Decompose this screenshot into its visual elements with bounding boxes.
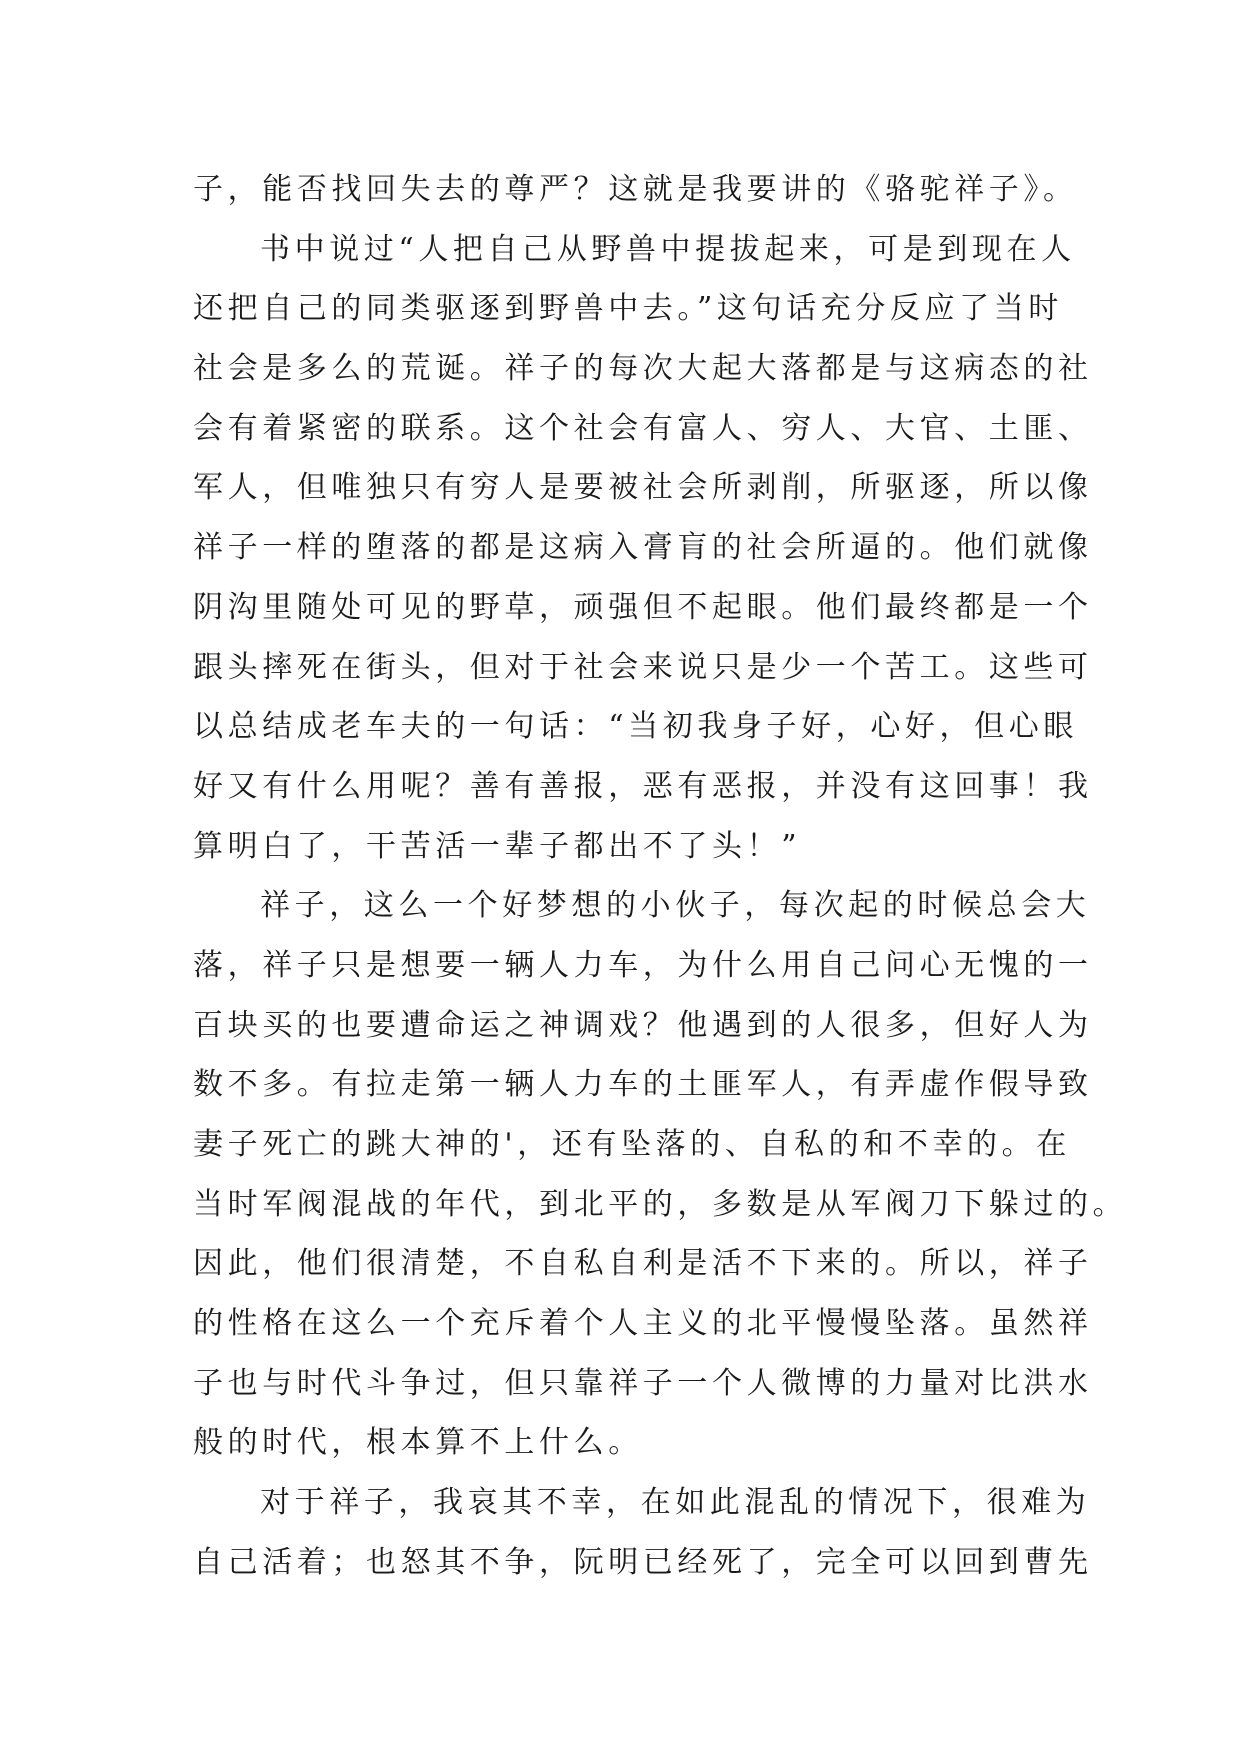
text-line: 数不多。有拉走第一辆人力车的土匪军人，有弄虚作假导致 — [193, 1067, 1093, 1103]
text-line: 百块买的也要遭命运之神调戏？他遇到的人很多，但好人为 — [193, 1007, 1093, 1043]
text-line: 妻子死亡的跳大神的'，还有坠落的、自私的和不幸的。在 — [193, 1127, 1071, 1162]
text-line: 以总结成老车夫的一句话：“当初我身子好，心好，但心眼 — [193, 709, 1078, 745]
body-text — [193, 160, 1128, 1593]
text-line: 阴沟里随处可见的野草，顽强但不起眼。他们最终都是一个 — [193, 589, 1093, 625]
text-line: 好又有什么用呢？善有善报，恶有恶报，并没有这回事！我 — [193, 768, 1093, 804]
text-line: 社会是多么的荒诞。祥子的每次大起大落都是与这病态的社 — [193, 351, 1093, 387]
text-line: 书中说过“人把自己从野兽中提拔起来，可是到现在人 — [260, 231, 1076, 267]
text-line: 还把自己的同类驱逐到野兽中去。”这句话充分反应了当时 — [193, 291, 1063, 327]
text-line: 因此，他们很清楚，不自私自利是活不下来的。所以，祥子 — [193, 1246, 1093, 1282]
text-line: 落，祥子只是想要一辆人力车，为什么用自己问心无愧的一 — [193, 947, 1093, 983]
text-line: 子也与时代斗争过，但只靠祥子一个人微博的力量对比洪水 — [193, 1365, 1093, 1401]
text-line: 算明白了，干苦活一辈子都出不了头！” — [193, 828, 802, 864]
text-line: 祥子，这么一个好梦想的小伙子，每次起的时候总会大 — [260, 888, 1091, 924]
text-line: 对于祥子，我哀其不幸，在如此混乱的情况下，很难为 — [260, 1485, 1091, 1521]
text-line: 的性格在这么一个充斥着个人主义的北平慢慢坠落。虽然祥 — [193, 1306, 1093, 1342]
text-line: 军人，但唯独只有穷人是要被社会所剥削，所驱逐，所以像 — [193, 470, 1093, 506]
text-line: 当时军阀混战的年代，到北平的，多数是从军阀刀下躲过的。 — [193, 1186, 1128, 1222]
text-line: 自己活着；也怒其不争，阮明已经死了，完全可以回到曹先 — [193, 1544, 1093, 1580]
text-line: 般的时代，根本算不上什么。 — [193, 1425, 643, 1461]
text-line: 子，能否找回失去的尊严？这就是我要讲的《骆驼祥子》。 — [193, 172, 1078, 207]
text-line: 跟头摔死在街头，但对于社会来说只是少一个苦工。这些可 — [193, 649, 1093, 685]
text-line: 会有着紧密的联系。这个社会有富人、穷人、大官、土匪、 — [193, 410, 1093, 446]
text-line: 祥子一样的堕落的都是这病入膏肓的社会所逼的。他们就像 — [193, 530, 1093, 566]
